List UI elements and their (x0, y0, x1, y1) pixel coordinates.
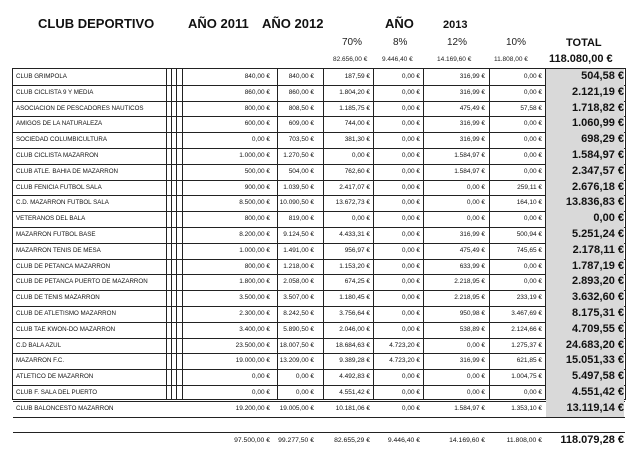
cell-y2011: 3.500,00 € (239, 294, 270, 302)
cell-p10: 745,65 € (516, 246, 542, 254)
cell-y2012: 0,00 € (295, 373, 314, 381)
cell-p8: 0,00 € (401, 231, 420, 238)
cell-p12: 0,00 € (466, 389, 485, 396)
table-row (13, 148, 627, 164)
year-2012-title: AÑO 2012 (262, 16, 324, 31)
table-row (13, 195, 627, 211)
cell-y2012: 1.039,50 € (283, 183, 314, 191)
cell-p12: 316,99 € (459, 73, 485, 80)
cell-p10: 500,94 € (516, 231, 542, 238)
table-row (13, 69, 627, 85)
cell-total: 2.676,18 € (546, 180, 624, 196)
table-row (13, 116, 627, 132)
cell-p70: 4.492,83 € (339, 373, 370, 381)
cell-club: SOCIEDAD COLUMBICULTURA (16, 136, 107, 144)
cell-y2011: 0,00 € (251, 373, 270, 381)
sub-8-amount: 9.446,40 € (382, 56, 413, 63)
cell-total: 1.060,99 € (546, 116, 624, 132)
table-row (13, 101, 627, 117)
cell-y2012: 13.209,00 € (279, 357, 314, 365)
cell-y2012: 18.007,50 € (279, 341, 314, 349)
cell-club: CLUB DE TENIS MAZARRON (16, 294, 100, 302)
cell-total: 1.718,82 € (546, 101, 624, 117)
cell-club: MAZARRON TENIS DE MESA (16, 246, 101, 254)
cell-club: C.D BALA AZUL (16, 341, 62, 349)
cell-p70: 13.672,73 € (335, 199, 370, 207)
cell-p10: 1.353,10 € (511, 404, 542, 412)
cell-total: 24.683,20 € (546, 338, 624, 354)
cell-y2011: 500,00 € (244, 167, 270, 175)
cell-y2012: 9.124,50 € (283, 231, 314, 238)
total-y2012: 99.277,50 € (278, 437, 314, 445)
cell-club: VETERANOS DEL BALA (16, 215, 86, 223)
cell-y2011: 0,00 € (251, 136, 270, 144)
cell-p8: 0,00 € (401, 88, 420, 96)
cell-p10: 233,19 € (516, 294, 542, 302)
cell-total (546, 417, 624, 433)
cell-p10: 0,00 € (523, 73, 542, 80)
pct-8-label: 8% (393, 37, 408, 48)
cell-club: CLUB TAE KWON-DO MAZARRON (16, 325, 116, 333)
cell-club: ASOCIACION DE PESCADORES NAUTICOS (16, 104, 144, 112)
cell-y2012 (224, 417, 314, 433)
table-row (13, 180, 627, 196)
cell-total: 8.175,31 € (546, 306, 624, 322)
cell-total: 5.497,58 € (546, 369, 624, 385)
cell-p70: 381,30 € (344, 136, 370, 144)
cell-y2011: 860,00 € (244, 88, 270, 96)
cell-p70 (324, 417, 370, 433)
cell-y2012: 703,50 € (288, 136, 314, 144)
cell-p8: 0,00 € (401, 73, 420, 80)
table-row (13, 164, 627, 180)
cell-p12: 1.584,97 € (454, 404, 485, 412)
cell-y2011: 1.800,00 € (239, 278, 270, 286)
cell-p12: 0,00 € (466, 341, 485, 349)
cell-p10: 0,00 € (523, 389, 542, 396)
cell-club: CLUB GRIMPOLA (16, 73, 67, 80)
cell-total: 504,58 € (546, 69, 624, 85)
cell-club: CLUB FENICIA FUTBOL SALA (16, 183, 102, 191)
cell-p12: 316,99 € (459, 136, 485, 144)
table-row (13, 132, 627, 148)
cell-p70: 0,00 € (351, 215, 370, 223)
cell-p70: 10.181,06 € (335, 404, 370, 412)
table-row (13, 385, 627, 401)
total-p8: 9.446,40 € (387, 437, 420, 445)
cell-p12: 2.218,95 € (454, 278, 485, 286)
cell-y2012: 19.005,00 € (279, 404, 314, 412)
club-column-title: CLUB DEPORTIVO (38, 16, 155, 31)
cell-p70: 2.417,07 € (339, 183, 370, 191)
cell-total: 2.893,20 € (546, 274, 624, 290)
table-row (13, 322, 627, 338)
cell-p8 (374, 417, 420, 433)
cell-y2012: 3.507,00 € (283, 294, 314, 302)
cell-total: 15.051,33 € (546, 353, 624, 369)
cell-p8: 0,00 € (401, 152, 420, 159)
cell-club (16, 417, 166, 433)
cell-p8: 0,00 € (401, 183, 420, 191)
cell-p10: 0,00 € (523, 152, 542, 159)
cell-p12: 475,49 € (459, 246, 485, 254)
cell-club: CLUB DE PETANCA PUERTO DE MAZARRON (16, 278, 148, 286)
totals-row (13, 433, 627, 449)
cell-p8: 0,00 € (401, 167, 420, 175)
cell-total: 3.632,60 € (546, 290, 624, 306)
cell-y2012: 609,00 € (288, 120, 314, 128)
cell-y2011: 8.500,00 € (239, 199, 270, 207)
sub-70-amount: 82.656,00 € (333, 56, 368, 63)
cell-p8: 0,00 € (401, 199, 420, 207)
table-row (13, 85, 627, 101)
cell-y2012: 5.890,50 € (283, 325, 314, 333)
club-funding-table (12, 68, 626, 447)
cell-p12: 0,00 € (466, 183, 485, 191)
pct-70-label: 70% (342, 37, 363, 48)
cell-y2012: 10.090,50 € (279, 199, 314, 207)
cell-p12: 316,99 € (459, 120, 485, 128)
cell-p12: 0,00 € (466, 373, 485, 381)
cell-p70: 1.185,75 € (339, 104, 370, 112)
cell-p8: 0,00 € (401, 215, 420, 223)
table-row (13, 353, 627, 369)
cell-club: MAZARRON F.C. (16, 357, 65, 365)
cell-total: 2.178,11 € (546, 243, 624, 259)
cell-p8: 0,00 € (401, 262, 420, 270)
cell-p10: 1.275,37 € (511, 341, 542, 349)
cell-p8: 0,00 € (401, 325, 420, 333)
cell-y2011: 19.000,00 € (235, 357, 270, 365)
cell-total: 4.709,55 € (546, 322, 624, 338)
cell-p12: 950,98 € (459, 310, 485, 317)
cell-p12: 0,00 € (466, 215, 485, 223)
cell-p12: 633,99 € (459, 262, 485, 270)
cell-p12: 1.584,97 € (454, 152, 485, 159)
year-2011-title: AÑO 2011 (188, 16, 249, 31)
cell-total: 698,29 € (546, 132, 624, 148)
cell-p70: 762,60 € (344, 167, 370, 175)
cell-y2011: 900,00 € (244, 183, 270, 191)
cell-p10: 0,00 € (523, 278, 542, 286)
cell-p10: 57,58 € (520, 104, 542, 112)
cell-y2012: 2.058,00 € (283, 278, 314, 286)
table-row (13, 290, 627, 306)
cell-y2011: 600,00 € (244, 120, 270, 128)
cell-p10: 0,00 € (523, 262, 542, 270)
cell-p8: 4.723,20 € (389, 357, 420, 365)
cell-club: CLUB CICLISTA 9 Y MEDIA (16, 88, 94, 96)
cell-p12: 316,99 € (459, 88, 485, 96)
cell-p70: 4.551,42 € (339, 389, 370, 396)
table-row (13, 338, 627, 354)
cell-p12: 2.218,95 € (454, 294, 485, 302)
cell-p10: 0,00 € (523, 88, 542, 96)
table-row (13, 227, 627, 243)
total-total: 118.079,28 € (560, 434, 624, 447)
cell-y2011: 800,00 € (244, 215, 270, 223)
cell-p10: 621,85 € (516, 357, 542, 365)
cell-p70: 674,25 € (344, 278, 370, 286)
cell-club: CLUB BALONCESTO MAZARRON (16, 404, 114, 412)
year-label: AÑO (385, 16, 414, 31)
cell-p70: 956,97 € (344, 246, 370, 254)
cell-total: 5.251,24 € (546, 227, 624, 243)
cell-p70: 4.433,31 € (339, 231, 370, 238)
cell-p12: 316,99 € (459, 231, 485, 238)
cell-p12 (424, 417, 485, 433)
table-row (13, 211, 627, 227)
cell-total: 13.836,83 € (546, 195, 624, 211)
cell-club: ATLETICO DE MAZARRON (16, 373, 94, 381)
cell-p12: 475,49 € (459, 104, 485, 112)
cell-club: CLUB F. SALA DEL PUERTO (16, 389, 98, 396)
cell-club: CLUB CICLISTA MAZARRON (16, 152, 99, 159)
cell-total: 4.551,42 € (546, 385, 624, 401)
cell-p70: 3.756,64 € (339, 310, 370, 317)
cell-y2012: 1.218,00 € (283, 262, 314, 270)
cell-p10 (490, 417, 542, 433)
cell-p8: 0,00 € (401, 136, 420, 144)
total-p70: 82.655,29 € (334, 437, 370, 445)
cell-p10: 0,00 € (523, 136, 542, 144)
cell-y2011: 2.300,00 € (239, 310, 270, 317)
cell-y2011: 800,00 € (244, 104, 270, 112)
cell-y2011: 8.200,00 € (239, 231, 270, 238)
cell-y2012: 860,00 € (288, 88, 314, 96)
cell-p8: 0,00 € (401, 120, 420, 128)
cell-y2011: 800,00 € (244, 262, 270, 270)
cell-y2012: 0,00 € (295, 389, 314, 396)
cell-club: CLUB DE PETANCA MAZARRON (16, 262, 111, 270)
cell-p70: 187,59 € (344, 73, 370, 80)
cell-total: 1.584,97 € (546, 148, 624, 164)
cell-p70: 1.804,20 € (339, 88, 370, 96)
cell-total: 13.119,14 € (546, 401, 624, 417)
cell-p10: 1.004,75 € (511, 373, 542, 381)
cell-y2012: 1.491,00 € (283, 246, 314, 254)
cell-p70: 18.684,63 € (335, 341, 370, 349)
cell-p8: 4.723,20 € (389, 341, 420, 349)
total-p12: 14.169,60 € (449, 437, 485, 445)
total-p10: 11.808,00 € (506, 437, 542, 445)
cell-club: C.D. MAZARRON FUTBOL SALA (16, 199, 109, 207)
cell-p8: 0,00 € (401, 404, 420, 412)
cell-p12: 538,89 € (459, 325, 485, 333)
cell-y2012: 8.242,50 € (283, 310, 314, 317)
cell-p10: 2.124,66 € (511, 325, 542, 333)
cell-y2012: 808,50 € (288, 104, 314, 112)
cell-total: 0,00 € (546, 211, 624, 227)
cell-total: 2.121,19 € (546, 85, 624, 101)
cell-y2011: 19.200,00 € (235, 404, 270, 412)
cell-y2011: 1.000,00 € (239, 152, 270, 159)
cell-p10: 0,00 € (523, 167, 542, 175)
pct-12-label: 12% (447, 37, 468, 48)
cell-y2012: 840,00 € (288, 73, 314, 80)
cell-y2012: 504,00 € (288, 167, 314, 175)
table-row (13, 259, 627, 275)
cell-p12: 1.584,97 € (454, 167, 485, 175)
cell-club: CLUB DE ATLETISMO MAZARRON (16, 310, 116, 317)
cell-club: AMIGOS DE LA NATURALEZA (16, 120, 103, 128)
cell-p70: 1.153,20 € (339, 262, 370, 270)
cell-y2011: 23.500,00 € (235, 341, 270, 349)
cell-p8: 0,00 € (401, 246, 420, 254)
cell-total: 2.347,57 € (546, 164, 624, 180)
pct-10-label: 10% (506, 37, 527, 48)
cell-y2012: 819,00 € (288, 215, 314, 223)
cell-y2011: 0,00 € (251, 389, 270, 396)
sub-total-amount: 118.080,00 € (549, 53, 613, 65)
cell-p12: 0,00 € (466, 199, 485, 207)
cell-p12: 316,99 € (459, 357, 485, 365)
cell-p8: 0,00 € (401, 373, 420, 381)
cell-p70: 744,00 € (344, 120, 370, 128)
cell-total: 1.787,19 € (546, 259, 624, 275)
year-2013-title: 2013 (443, 19, 468, 31)
cell-p8: 0,00 € (401, 104, 420, 112)
table-row (13, 274, 627, 290)
table-row (13, 401, 627, 417)
cell-club: CLUB ATLE. BAHIA DE MAZARRON (16, 167, 119, 175)
table-row (13, 243, 627, 259)
table-row (13, 306, 627, 322)
cell-p8: 0,00 € (401, 389, 420, 396)
table-row (13, 369, 627, 385)
cell-p8: 0,00 € (401, 294, 420, 302)
cell-y2011: 1.000,00 € (239, 246, 270, 254)
cell-p10: 0,00 € (523, 120, 542, 128)
cell-p70: 9.389,28 € (339, 357, 370, 365)
cell-p10: 259,11 € (517, 183, 542, 191)
cell-p10: 164,10 € (516, 199, 542, 207)
cell-y2011: 3.400,00 € (239, 325, 270, 333)
cell-p10: 0,00 € (523, 215, 542, 223)
cell-p70: 1.180,45 € (339, 294, 370, 302)
cell-p70: 2.046,00 € (339, 325, 370, 333)
cell-p8: 0,00 € (401, 310, 420, 317)
cell-y2012: 1.270,50 € (283, 152, 314, 159)
sub-10-amount: 11.808,00 € (494, 56, 528, 63)
cell-p10: 3.467,69 € (511, 310, 542, 317)
sub-12-amount: 14.169,60 € (437, 56, 472, 63)
table-row (13, 417, 627, 433)
cell-y2011: 840,00 € (244, 73, 270, 80)
total-title: TOTAL (566, 37, 602, 49)
total-y2011: 97.500,00 € (234, 437, 270, 445)
cell-club: MAZARRON FUTBOL BASE (16, 231, 96, 238)
cell-p70: 0,00 € (351, 152, 370, 159)
cell-p8: 0,00 € (401, 278, 420, 286)
